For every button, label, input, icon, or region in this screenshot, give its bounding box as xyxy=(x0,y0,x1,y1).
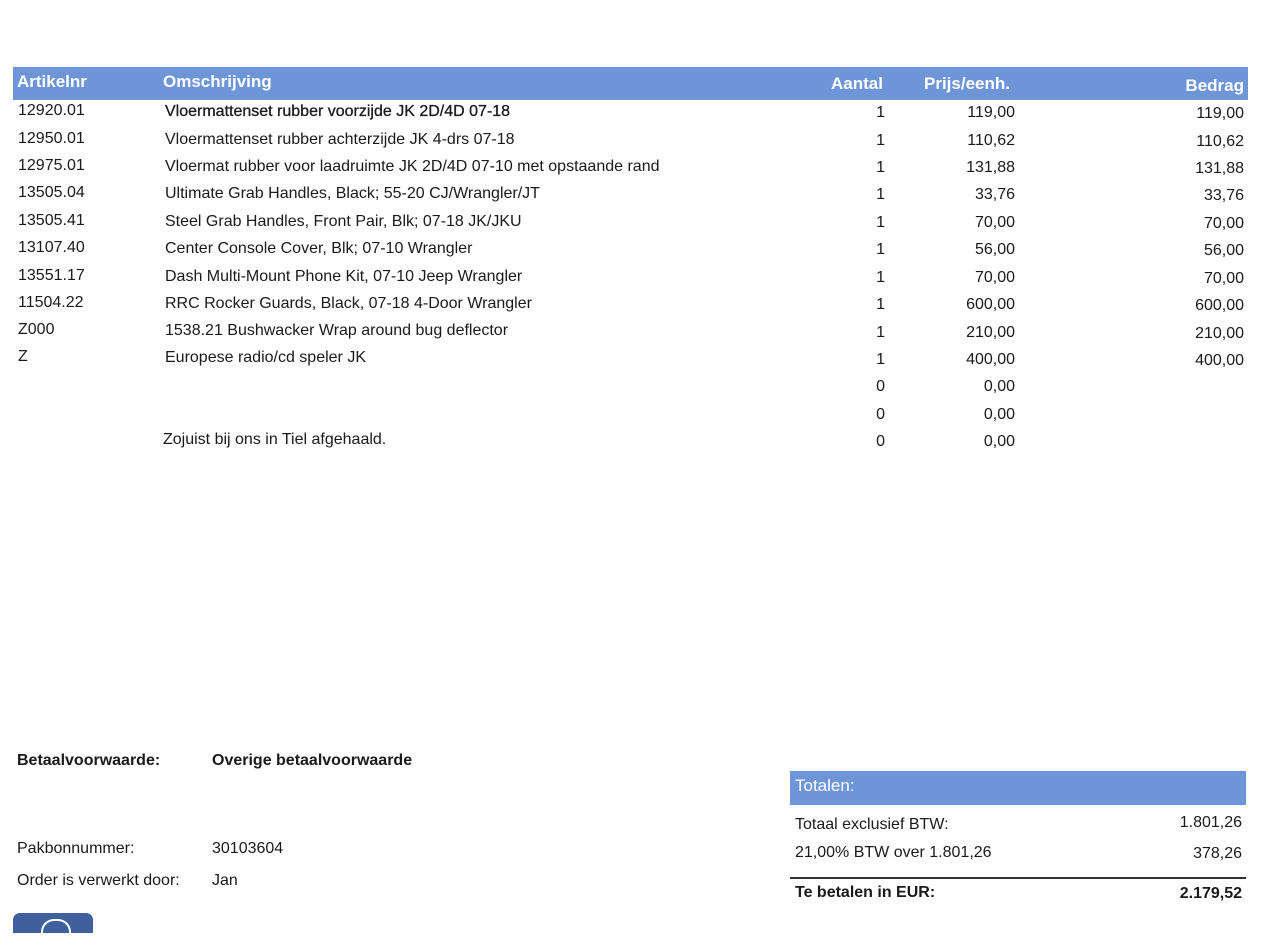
cell-omschrijving: RRC Rocker Guards, Black, 07-18 4-Door Wrangler xyxy=(165,295,532,312)
cell-aantal: 1 xyxy=(876,214,885,231)
processed-by-label: Order is verwerkt door: xyxy=(17,872,180,889)
cell-omschrijving: Zojuist bij ons in Tiel afgehaald. xyxy=(163,431,387,448)
cell-artikelnr: Z000 xyxy=(18,321,55,338)
cell-artikelnr: 12950.01 xyxy=(18,130,85,147)
processed-by-value: Jan xyxy=(212,872,238,889)
cell-artikelnr: 13505.41 xyxy=(18,212,85,229)
cell-aantal: 1 xyxy=(876,159,885,176)
amount-due-value: 2.179,52 xyxy=(1179,885,1242,902)
vat-label: 21,00% BTW over 1.801,26 xyxy=(795,844,992,861)
cell-aantal: 1 xyxy=(876,351,885,368)
cell-aantal: 1 xyxy=(876,269,885,286)
cell-omschrijving: Vloermattenset rubber voorzijde JK 2D/4D 07-18 xyxy=(165,103,511,120)
cell-bedrag: 70,00 xyxy=(1203,270,1244,287)
redaction-smudge xyxy=(30,349,62,371)
amount-due-label: Te betalen in EUR: xyxy=(795,884,936,901)
packing-slip-label: Pakbonnummer: xyxy=(17,840,135,857)
cell-bedrag: 110,62 xyxy=(1196,133,1244,150)
cell-aantal: 0 xyxy=(876,433,885,450)
cell-artikelnr: 13107.40 xyxy=(18,239,85,256)
totals-header-bar xyxy=(790,771,1246,805)
cell-aantal: 0 xyxy=(876,378,885,395)
cell-artikelnr: Z xyxy=(18,348,28,365)
cell-prijs: 33,76 xyxy=(974,186,1015,203)
col-header-artikelnr: Artikelnr xyxy=(17,72,87,91)
cell-bedrag: 600,00 xyxy=(1195,297,1244,314)
cell-bedrag: 70,00 xyxy=(1203,215,1244,232)
cell-artikelnr: 12975.01 xyxy=(18,157,85,174)
cell-prijs: 600,00 xyxy=(966,296,1015,313)
cell-prijs: 210,00 xyxy=(966,324,1015,341)
packing-slip-number: 30103604 xyxy=(212,840,284,857)
total-excl-vat-value: 1.801,26 xyxy=(1179,814,1242,831)
cell-bedrag: 400,00 xyxy=(1195,352,1244,369)
cell-omschrijving: Ultimate Grab Handles, Black; 55-20 CJ/Wrangler/JT xyxy=(165,185,540,202)
cell-prijs: 0,00 xyxy=(983,406,1015,423)
cell-bedrag: 210,00 xyxy=(1195,325,1244,342)
cell-aantal: 1 xyxy=(876,104,885,121)
cell-omschrijving: Dash Multi-Mount Phone Kit, 07-10 Jeep Wrangler xyxy=(165,268,523,285)
cell-prijs: 0,00 xyxy=(983,378,1015,395)
cell-bedrag: 33,76 xyxy=(1203,187,1244,204)
col-header-omschrijving: Omschrijving xyxy=(163,72,272,91)
payment-terms-label: Betaalvoorwaarde: xyxy=(17,752,161,769)
cell-aantal: 1 xyxy=(876,324,885,341)
cell-aantal: 1 xyxy=(876,132,885,149)
cell-bedrag: 56,00 xyxy=(1203,242,1244,259)
cell-bedrag: 119,00 xyxy=(1196,105,1244,122)
cell-prijs: 56,00 xyxy=(974,241,1015,258)
cell-aantal: 1 xyxy=(876,296,885,313)
cell-artikelnr: 12920.01 xyxy=(18,102,85,119)
total-excl-vat-label: Totaal exclusief BTW: xyxy=(795,816,949,833)
company-logo xyxy=(13,913,93,933)
cell-aantal: 1 xyxy=(876,241,885,258)
cell-prijs: 131,88 xyxy=(966,159,1015,176)
cell-bedrag: 131,88 xyxy=(1195,160,1244,177)
vat-value: 378,26 xyxy=(1193,845,1242,862)
cell-prijs: 110,62 xyxy=(967,132,1015,149)
cell-omschrijving: Europese radio/cd speler JK xyxy=(165,349,366,366)
cell-prijs: 119,00 xyxy=(967,104,1015,121)
totals-divider xyxy=(790,877,1246,879)
cell-omschrijving: Vloermattenset rubber achterzijde JK 4-drs 07-18 xyxy=(165,131,515,148)
col-header-prijs: Prijs/eenh. xyxy=(924,74,1010,93)
payment-terms-value: Overige betaalvoorwaarde xyxy=(212,752,413,769)
cell-prijs: 70,00 xyxy=(974,269,1015,286)
cell-aantal: 1 xyxy=(876,186,885,203)
cell-omschrijving: Center Console Cover, Blk; 07-10 Wrangler xyxy=(165,240,473,257)
cell-omschrijving: 1538.21 Bushwacker Wrap around bug deflector xyxy=(165,322,509,339)
totals-title: Totalen: xyxy=(795,776,855,795)
cell-prijs: 400,00 xyxy=(966,351,1015,368)
cell-aantal: 0 xyxy=(876,406,885,423)
col-header-bedrag: Bedrag xyxy=(1185,76,1244,95)
cell-prijs: 0,00 xyxy=(983,433,1015,450)
cell-prijs: 70,00 xyxy=(974,214,1015,231)
cell-omschrijving: Steel Grab Handles, Front Pair, Blk; 07-18 JK/JKU xyxy=(165,213,522,230)
col-header-aantal: Aantal xyxy=(831,74,883,93)
cell-artikelnr: 13505.04 xyxy=(18,184,85,201)
cell-omschrijving: Vloermat rubber voor laadruimte JK 2D/4D 07-10 met opstaande rand xyxy=(165,158,660,175)
cell-artikelnr: 13551.17 xyxy=(18,267,85,284)
cell-artikelnr: 11504.22 xyxy=(18,294,84,311)
